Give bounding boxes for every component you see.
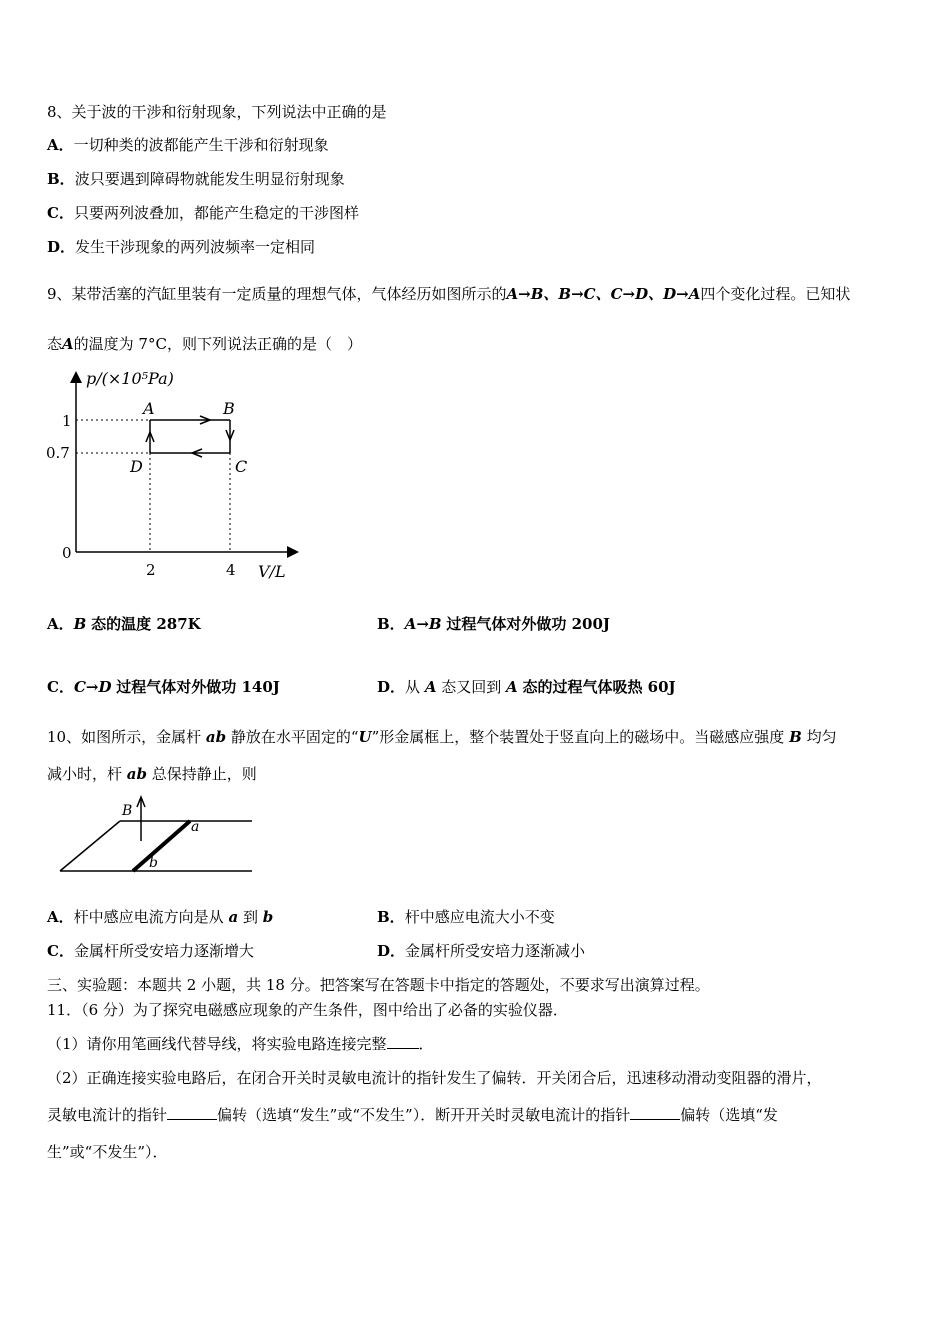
q10-option-c: C．金属杆所受安培力逐渐增大 xyxy=(47,942,254,960)
q8-option-c: C．只要两列波叠加，都能产生稳定的干涉图样 xyxy=(47,204,359,222)
q10-stem-line1: 10、如图所示，金属杆 ab 静放在水平固定的“U”形金属框上，整个装置处于竖直向上的磁场中。当磁感应强度 B 均匀 xyxy=(47,728,837,746)
pv-graph xyxy=(40,362,310,584)
q8-option-b: B．波只要遇到障碍物就能发生明显衍射现象 xyxy=(47,170,345,188)
q9-option-a: A．B 态的温度 287K xyxy=(47,615,201,633)
q9-option-d: D．从 A 态又回到 A 态的过程气体吸热 60J xyxy=(377,678,676,696)
x-tick-2: 2 xyxy=(146,561,156,579)
point-b-label: B xyxy=(223,399,235,418)
q11-sub2-line3: 生”或“不发生”）． xyxy=(47,1143,168,1161)
q9-stem-line2: 态A的温度为 7°C，则下列说法正确的是（ ） xyxy=(47,335,362,353)
point-d-label: D xyxy=(130,457,143,476)
point-c-label: C xyxy=(235,457,248,476)
q9-option-c: C．C→D 过程气体对外做功 140J xyxy=(47,678,280,696)
q9-option-b: B．A→B 过程气体对外做功 200J xyxy=(377,615,610,633)
y-axis-label: p/(×10⁵Pa) xyxy=(86,369,174,388)
q10-stem-line2: 减小时，杆 ab 总保持静止，则 xyxy=(47,765,257,783)
rod-end-a: a xyxy=(191,819,200,835)
field-label: B xyxy=(122,803,133,819)
q8-option-a: A．一切种类的波都能产生干涉和衍射现象 xyxy=(47,136,329,154)
y-tick-1: 1 xyxy=(62,412,72,430)
q11-blank-2[interactable] xyxy=(630,1105,680,1120)
rail-left xyxy=(60,821,120,871)
y-tick-07: 0.7 xyxy=(46,444,70,462)
q11-stem: 11．（6 分）为了探究电磁感应现象的产生条件，图中给出了必备的实验仪器． xyxy=(47,1001,568,1019)
q11-sub2-line1: （2）正确连接实验电路后，在闭合开关时灵敏电流计的指针发生了偏转．开关闭合后，迅速移动滑动变阻器的滑片， xyxy=(47,1069,822,1087)
x-tick-4: 4 xyxy=(226,561,236,579)
origin-label: 0 xyxy=(62,544,72,562)
q8-option-d: D．发生干涉现象的两列波频率一定相同 xyxy=(47,238,316,256)
x-axis-label: V/L xyxy=(258,562,286,581)
rod-end-b: b xyxy=(149,855,158,871)
q11-sub2-line2: 灵敏电流计的指针 偏转（选填“发生”或“不发生”）．断开开关时灵敏电流计的指针 偏转（选填“发 xyxy=(47,1106,778,1124)
q11-blank-1[interactable] xyxy=(167,1105,217,1120)
q10-option-b: B．杆中感应电流大小不变 xyxy=(377,908,555,926)
rail-figure xyxy=(55,795,260,880)
q11-sub1: （1）请你用笔画线代替导线，将实验电路连接完整 ． xyxy=(47,1035,434,1053)
point-a-label: A xyxy=(143,399,155,418)
section-3-heading: 三、实验题：本题共 2 小题，共 18 分。把答案写在答题卡中指定的答题处，不要求写出演算过程。 xyxy=(47,976,710,994)
q8-stem: 8、关于波的干涉和衍射现象，下列说法中正确的是 xyxy=(47,103,387,121)
q10-option-d: D．金属杆所受安培力逐渐减小 xyxy=(377,942,586,960)
q9-stem-line1: 9、某带活塞的汽缸里装有一定质量的理想气体，气体经历如图所示的A→B、B→C、C→D、D→A四个变化过程。已知状 xyxy=(47,285,851,303)
q10-option-a: A．杆中感应电流方向是从 a 到 b xyxy=(47,908,274,926)
q11-sub1-blank[interactable] xyxy=(387,1034,419,1049)
